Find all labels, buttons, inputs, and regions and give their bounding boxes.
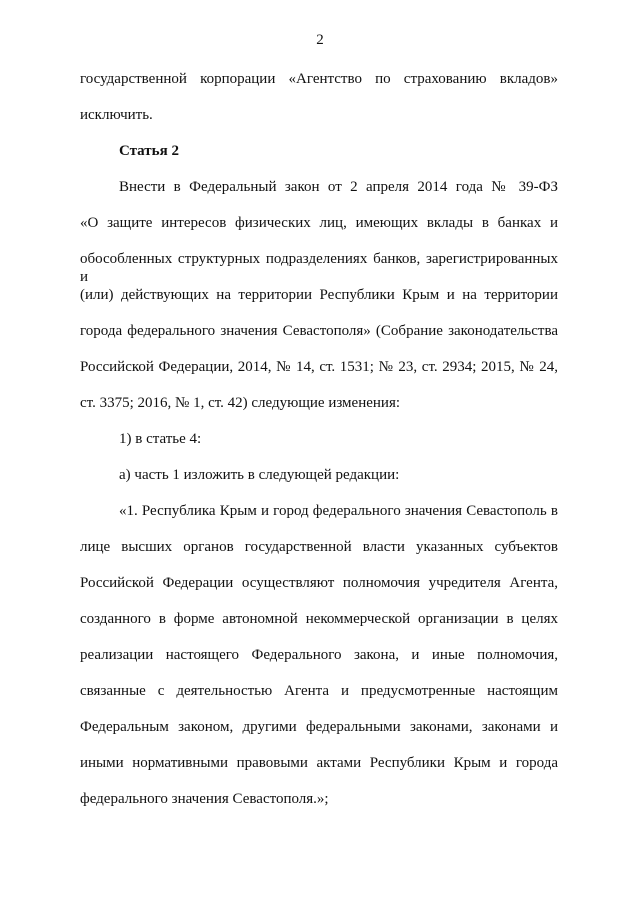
text-line: иными нормативными правовыми актами Республики Крым и города xyxy=(80,755,558,771)
text-line: связанные с деятельностью Агента и предусмотренные настоящим xyxy=(80,683,558,699)
text-line: федерального значения Севастополя.»; xyxy=(80,791,329,807)
text-line: «О защите интересов физических лиц, имеющих вклады в банках и xyxy=(80,215,558,231)
text-line: реализации настоящего Федерального закона, и иные полномочия, xyxy=(80,647,558,663)
text-line: а) часть 1 изложить в следующей редакции: xyxy=(119,467,400,483)
text-line: 1) в статье 4: xyxy=(119,431,202,447)
page-number: 2 xyxy=(316,32,324,48)
text-line: обособленных структурных подразделениях банков, зарегистрированных и xyxy=(80,251,558,285)
text-line: Российской Федерации осуществляют полномочия учредителя Агента, xyxy=(80,575,558,591)
article-heading: Статья 2 xyxy=(119,143,179,159)
text-line: «1. Республика Крым и город федерального значения Севастополь в xyxy=(119,503,558,519)
text-line: (или) действующих на территории Республики Крым и на территории xyxy=(80,287,558,303)
text-line: Внести в Федеральный закон от 2 апреля 2014 года № 39-ФЗ xyxy=(119,179,558,195)
text-line: Российской Федерации, 2014, № 14, ст. 1531; № 23, ст. 2934; 2015, № 24, xyxy=(80,359,558,375)
text-line: города федерального значения Севастополя» (Собрание законодательства xyxy=(80,323,558,339)
text-line: созданного в форме автономной некоммерческой организации в целях xyxy=(80,611,558,627)
text-line: государственной корпорации «Агентство по страхованию вкладов» xyxy=(80,71,558,87)
text-line: ст. 3375; 2016, № 1, ст. 42) следующие изменения: xyxy=(80,395,401,411)
text-line: исключить. xyxy=(80,107,153,123)
text-line: Федеральным законом, другими федеральными законами, законами и xyxy=(80,719,558,735)
text-line: лице высших органов государственной власти указанных субъектов xyxy=(80,539,558,555)
